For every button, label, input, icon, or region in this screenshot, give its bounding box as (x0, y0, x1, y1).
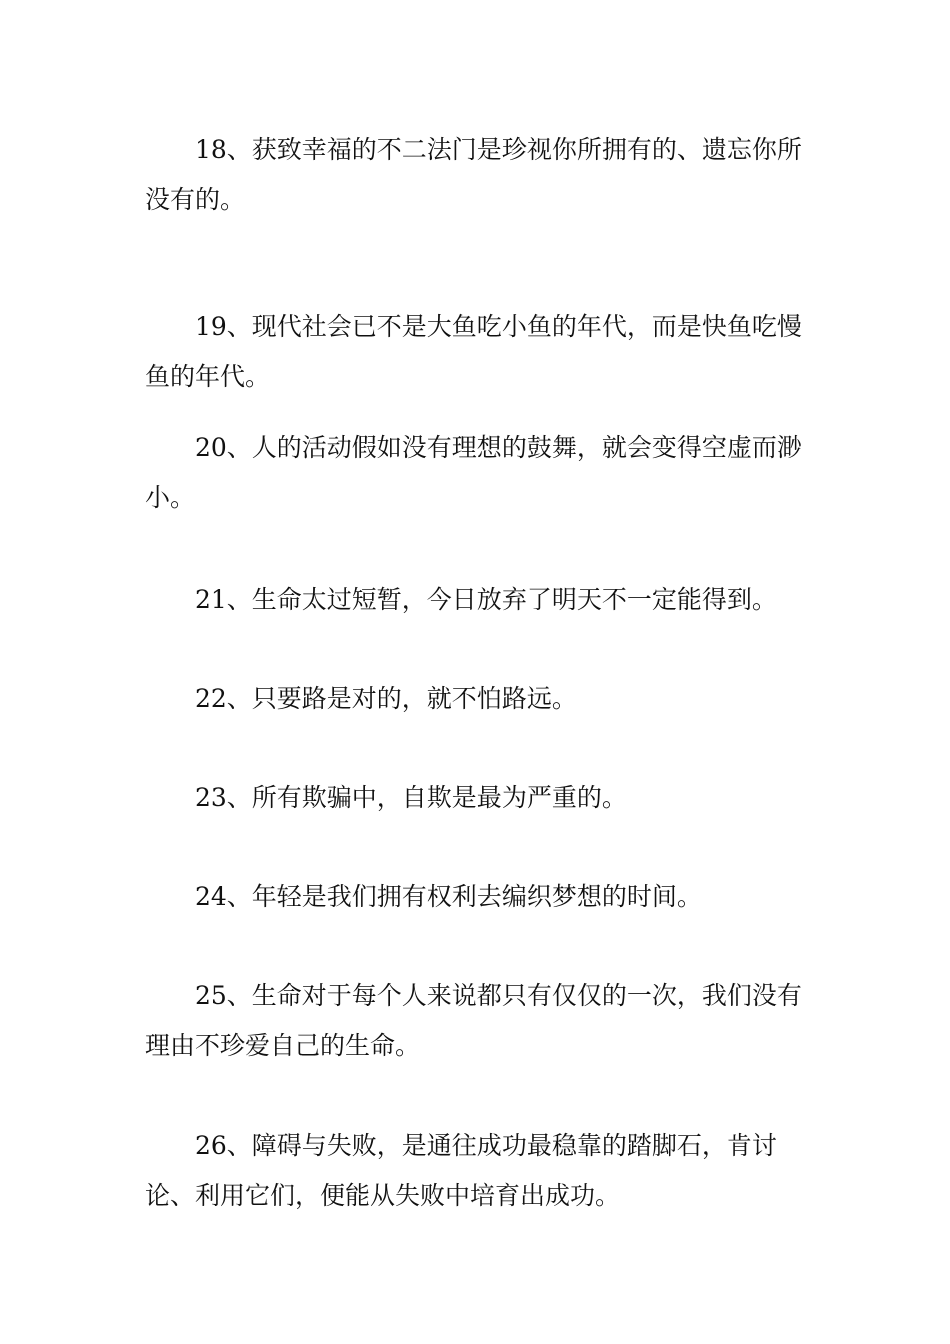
quote-item-25: 25、生命对于每个人来说都只有仅仅的一次，我们没有理由不珍爱自己的生命。 (145, 981, 802, 1060)
quote-item-21: 21、生命太过短暂，今日放弃了明天不一定能得到。 (195, 585, 777, 614)
quote-item-18: 18、获致幸福的不二法门是珍视你所拥有的、遗忘你所没有的。 (145, 135, 802, 214)
quote-item-22: 22、只要路是对的，就不怕路远。 (195, 684, 577, 713)
quote-item-23: 23、所有欺骗中，自欺是最为严重的。 (195, 783, 627, 812)
quote-item-19: 19、现代社会已不是大鱼吃小鱼的年代，而是快鱼吃慢鱼的年代。 (145, 312, 802, 391)
quote-item-24: 24、年轻是我们拥有权利去编织梦想的时间。 (195, 882, 702, 911)
quote-item-20: 20、人的活动假如没有理想的鼓舞，就会变得空虚而渺小。 (145, 433, 802, 512)
quote-item-26: 26、障碍与失败，是通往成功最稳靠的踏脚石，肯讨论、利用它们，便能从失败中培育出成功。 (145, 1131, 777, 1210)
